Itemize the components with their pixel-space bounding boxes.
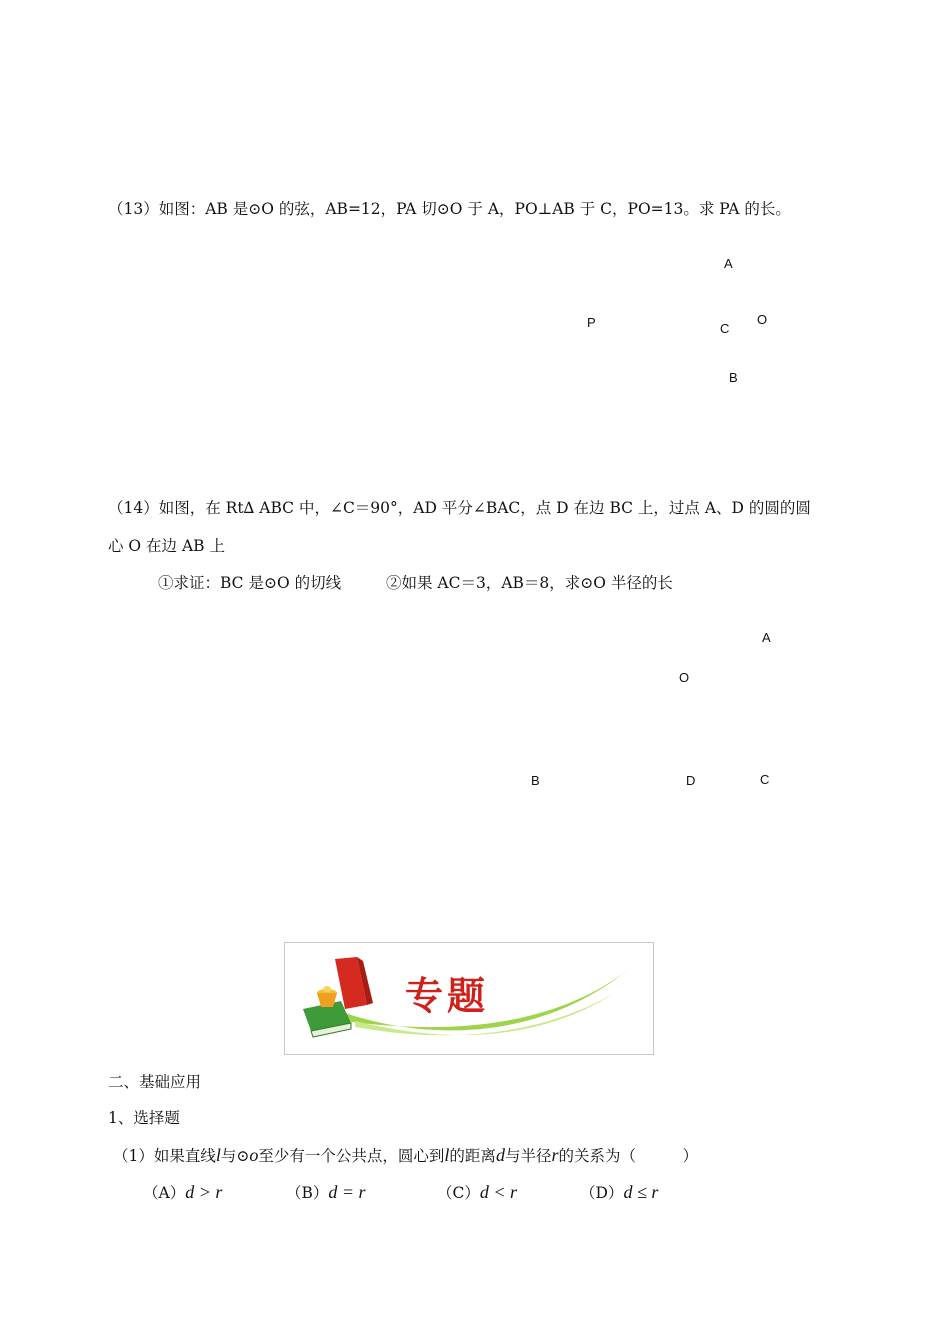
section-heading: 二、基础应用 bbox=[108, 1073, 202, 1091]
point-label-o: O bbox=[679, 670, 690, 685]
question-14-part1: ①求证：BC 是⊙O 的切线 bbox=[158, 574, 342, 592]
option-a: （A）d > r bbox=[143, 1182, 223, 1202]
point-label-p: P bbox=[587, 315, 596, 330]
option-b: （B）d = r bbox=[286, 1182, 366, 1202]
point-label-a: A bbox=[724, 256, 733, 271]
point-label-b: B bbox=[531, 773, 540, 788]
point-label-b: B bbox=[729, 370, 738, 385]
question-13-text: （13）如图：AB 是⊙O 的弦，AB=12，PA 切⊙O 于 A，PO⊥AB 于 C，PO=13。求 PA 的长。 bbox=[108, 200, 791, 218]
option-c: （C）d < r bbox=[437, 1182, 518, 1202]
point-label-d: D bbox=[686, 773, 696, 788]
point-label-c: C bbox=[720, 321, 730, 336]
topic-banner bbox=[284, 942, 654, 1055]
question-14-part2: ②如果 AC＝3，AB＝8，求⊙O 半径的长 bbox=[386, 574, 673, 592]
banner-title: 专题 bbox=[405, 973, 490, 1018]
option-d: （D）d ≤ r bbox=[580, 1182, 659, 1202]
point-label-a: A bbox=[762, 630, 771, 645]
point-label-c: C bbox=[760, 772, 770, 787]
point-label-o: O bbox=[757, 312, 768, 327]
question-14-line2: 心 O 在边 AB 上 bbox=[108, 537, 225, 555]
question-14-line1: （14）如图，在 Rt∆ ABC 中，∠C＝90°，AD 平分∠BAC，点 D 在边 BC 上，过点 A、D 的圆的圆 bbox=[108, 499, 811, 517]
mc-question-1: （1）如果直线l与⊙o至少有一个公共点，圆心到l的距离d与半径r的关系为（ ） bbox=[113, 1145, 698, 1165]
subsection-heading: 1、选择题 bbox=[108, 1109, 180, 1127]
